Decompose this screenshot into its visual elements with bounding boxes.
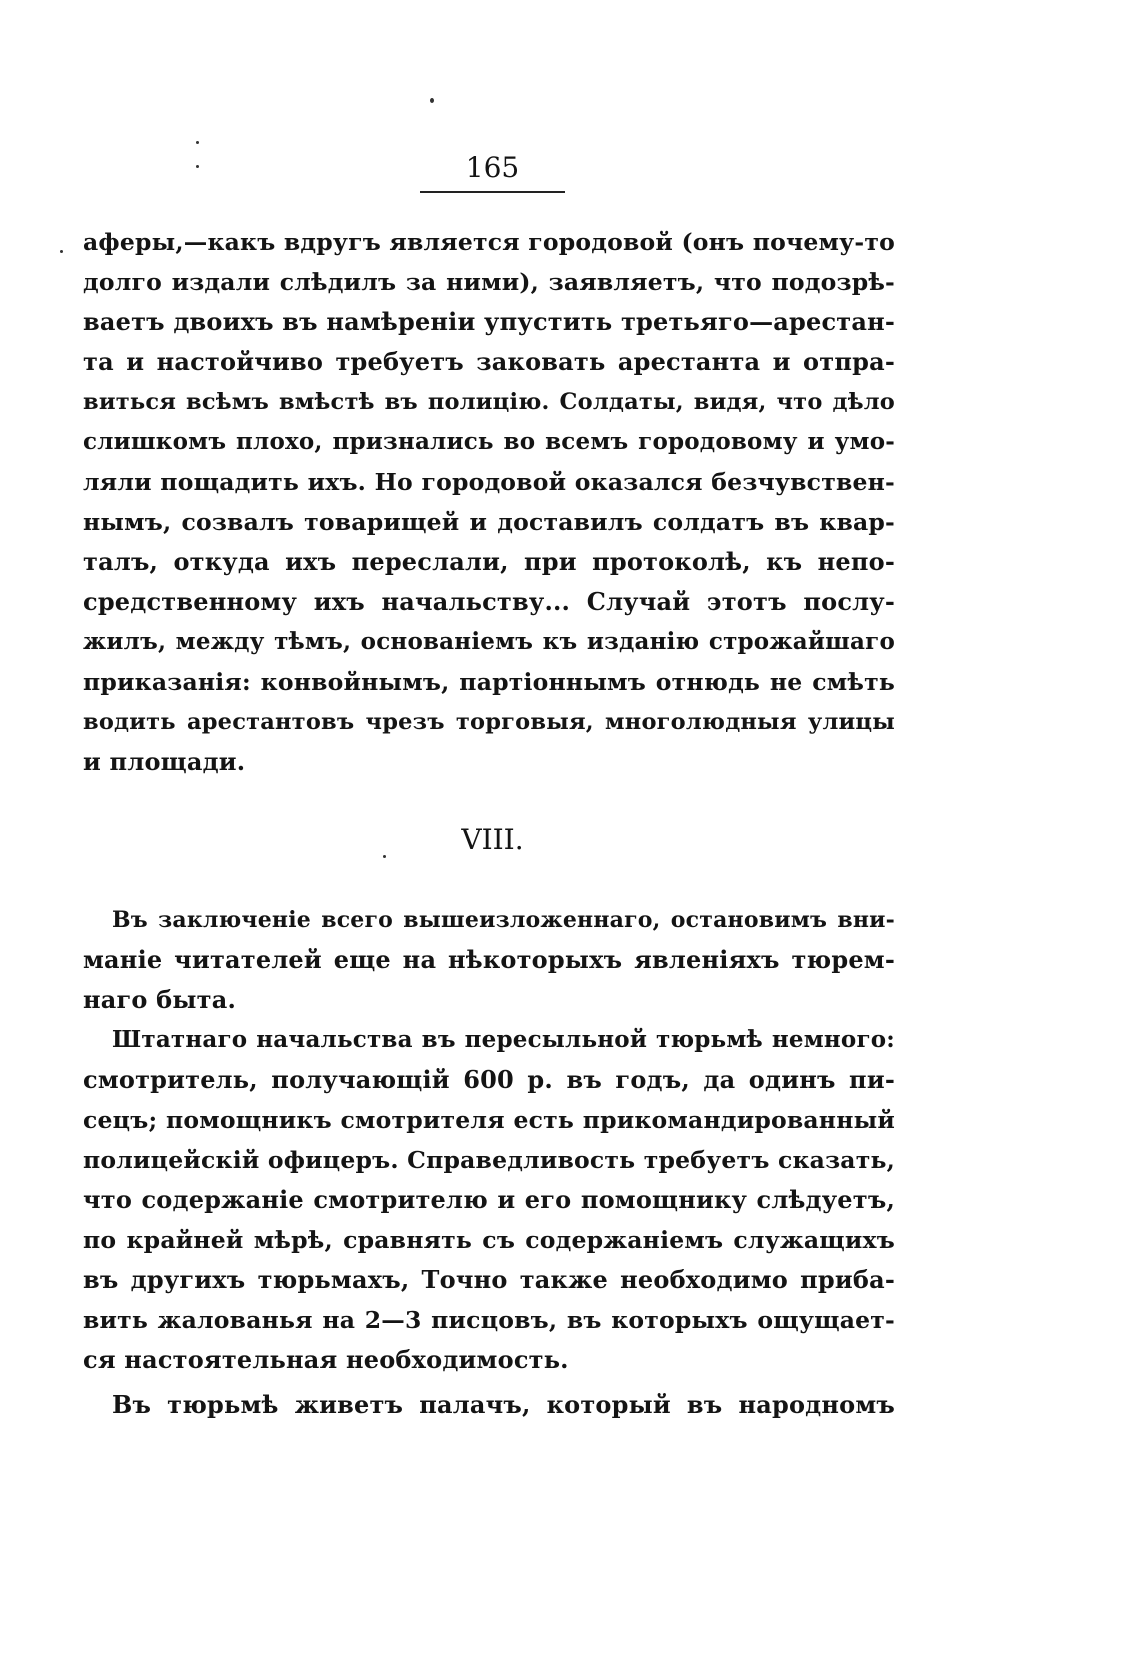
scan-speck (383, 855, 386, 858)
text-line: талъ, откуда ихъ переслали, при протоколѣ, къ непо- (83, 547, 895, 576)
text-line: ваетъ двоихъ въ намѣреніи упустить третьяго—арестан- (83, 307, 896, 336)
page-number-rule (420, 191, 565, 193)
text-line: вить жалованья на 2—3 писцовъ, въ которыхъ ощущает- (83, 1306, 895, 1334)
text-line: Штатнаго начальства въ пересыльной тюрьмѣ немного: (112, 1026, 895, 1053)
text-line: средственному ихъ начальству... Случай этотъ послу- (83, 587, 895, 616)
page-number: 165 (465, 151, 520, 184)
text-line: приказанія: конвойнымъ, партіоннымъ отнюдь не смѣть (83, 668, 895, 696)
text-line: и площади. (83, 747, 246, 776)
text-line: наго быта. (83, 985, 237, 1014)
scan-speck (196, 141, 199, 144)
text-line: Въ заключеніе всего вышеизложеннаго, остановимъ вни- (112, 907, 895, 933)
text-line: что содержаніе смотрителю и его помощнику слѣдуетъ, (83, 1185, 895, 1214)
text-line: долго издали слѣдилъ за ними), заявляетъ, что подозрѣ- (83, 268, 895, 296)
text-line: Въ тюрьмѣ живетъ палачъ, который въ народномъ (112, 1390, 895, 1419)
text-line: водить арестантовъ чрезъ торговыя, многолюдныя улицы (83, 709, 895, 735)
text-line: ся настоятельная необходимость. (83, 1345, 569, 1374)
scan-speck (196, 165, 199, 168)
text-line: по крайней мѣрѣ, сравнять съ содержаніемъ служащихъ (83, 1226, 895, 1254)
text-line: жилъ, между тѣмъ, основаніемъ къ изданію строжайшаго (83, 628, 895, 655)
section-heading: VIII. (461, 823, 524, 856)
text-line: аферы,—какъ вдругъ является городовой (онъ почему-то (83, 228, 895, 256)
text-line: маніе читателей еще на нѣкоторыхъ явленіяхъ тюрем- (83, 945, 895, 974)
scan-speck (430, 98, 434, 103)
text-line: слишкомъ плохо, признались во всемъ городовому и умо- (83, 428, 895, 455)
scan-speck (60, 250, 63, 253)
text-line: сецъ; помощникъ смотрителя есть прикомандированный (83, 1106, 895, 1134)
text-line: виться всѣмъ вмѣстѣ въ полицію. Солдаты, видя, что дѣло (83, 389, 895, 415)
text-line: смотритель, получающій 600 р. въ годъ, да одинъ пи- (83, 1065, 895, 1094)
text-line: ляли пощадить ихъ. Но городовой оказался безчувствен- (83, 468, 895, 496)
text-line: та и настойчиво требуетъ заковать арестанта и отпра- (83, 347, 895, 376)
text-line: въ другихъ тюрьмахъ, Точно также необходимо приба- (83, 1265, 895, 1294)
text-line: полицейскій офицеръ. Справедливость требуетъ сказать, (83, 1146, 895, 1174)
text-line: нымъ, созвалъ товарищей и доставилъ солдатъ въ квар- (83, 508, 895, 536)
